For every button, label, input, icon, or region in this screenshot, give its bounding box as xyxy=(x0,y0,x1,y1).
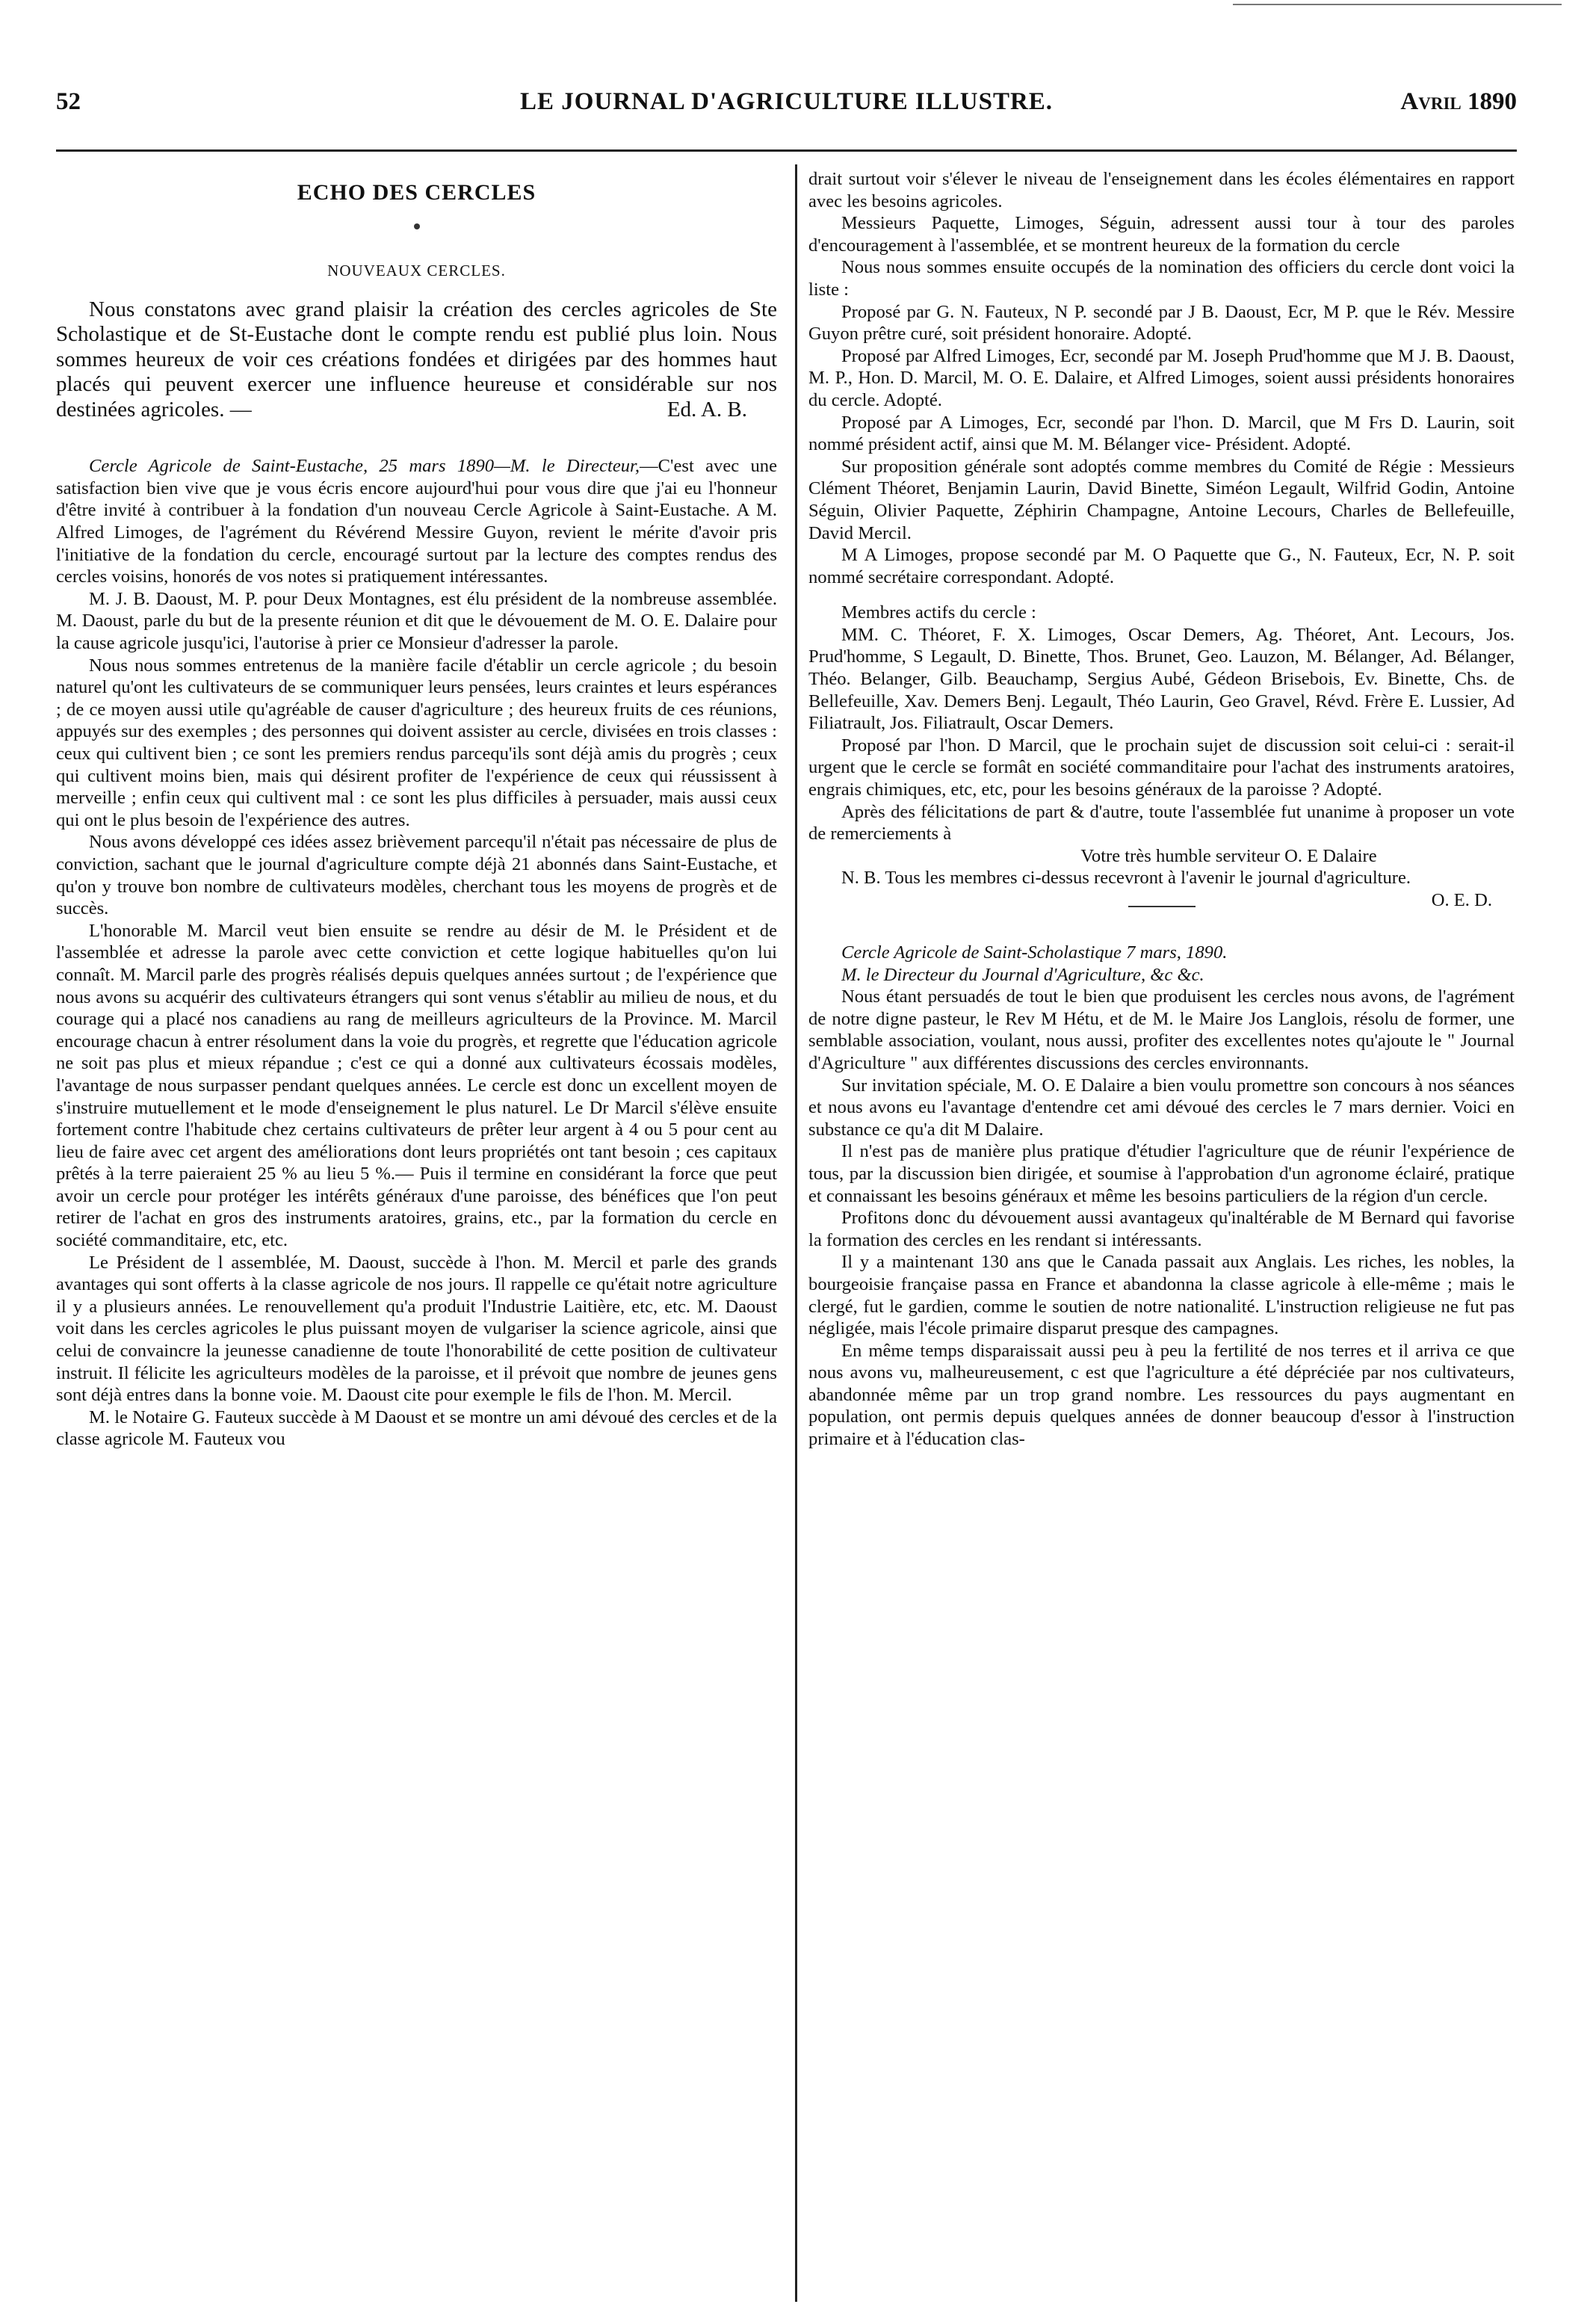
letter-heading: Cercle Agricole de Saint-Eustache, 25 mars 1890—M. le Directeur, xyxy=(89,456,640,477)
paragraph: M A Limoges, propose secondé par M. O Paquette que G., N. Fauteux, Ecr, N. P. soit nommé secrétaire correspondant. Adopté. xyxy=(808,545,1515,587)
paragraph: drait surtout voir s'élever le niveau de l'enseignement dans les écoles élémentaires en rapport avec les besoins agricoles. xyxy=(808,169,1515,211)
paragraph: Il n'est pas de manière plus pratique d'étudier l'agriculture que de réunir l'expérience de tous, par la discussion bien dirigée, et soumise à l'approbation d'un agronome éclairé, pratique et connaissant les besoins généraux et même les besoins particuliers de la région d'un cercle. xyxy=(808,1141,1515,1206)
paragraph: Il y a maintenant 130 ans que le Canada passait aux Anglais. Les riches, les nobles, la bourgeoisie française passa en France et abandonna la classe agricole à elle-même ; mais le clergé, fut le gardien, comme le soutien de notre nationalité. L'instruction religieuse ne fut pas négligée, mais l'école primaire disparut presque des campagnes. xyxy=(808,1252,1515,1339)
section-title: ECHO DES CERCLES xyxy=(297,180,536,205)
paragraph: Le Président de l assemblée, M. Daoust, succède à l'hon. M. Mercil et parle des grands avantages qui sont offerts à la classe agricole de nos jours. Il rappelle ce qu'était notre agriculture il y a plusieurs années. Le renouvellement qu'a produit l'Industrie Laitière, etc, etc. M. Daoust voit dans les cercles agricoles le plus puissant moyen de vulgariser la science agricole, ainsi que celui de convaincre la jeunesse canadienne de toute l'honorabilité de cette position de cultivateur instruit. Il félicite les agriculteurs modèles de la paroisse, et il prévoit que nombre de jeunes gens sont déjà entres dans la bonne voie. M. Daoust cite pour exemple le fils de l'hon. M. Mercil. xyxy=(56,1252,777,1406)
left-column xyxy=(56,168,777,1451)
paragraph: M. J. B. Daoust, M. P. pour Deux Montagnes, est élu président de la nombreuse assemblée. M. Daoust, parle du but de la presente réunion et dit que le dévouement de M. O. E. Dalaire pour la cause agricole jusqu'ici, l'autorise à prier ce Monsieur d'adresser la parole. xyxy=(56,588,777,654)
members-list: MM. C. Théoret, F. X. Limoges, Oscar Demers, Ag. Théoret, Ant. Lecours, Jos. Prud'homme, S Legault, D. Binette, Thos. Brunet, Geo. Lauzon, M. Bélanger, Ad. Bélanger, Théo. Belanger, Gilb. Beauchamp, Sergius Aubé, Gédeon Brisebois, Ev. Binette, Chs. de Bellefeuille, Xav. Demers Benj. Legault, Théo Laurin, Geo Gravel, Révd. Frère E. Lussier, Ad Filiatrault, Jos. Filiatrault, Oscar Demers. xyxy=(808,624,1515,734)
letter-body: —C'est avec une satisfaction bien vive que je vous écris encore aujourd'hui pour vous dire que j'ai eu l'honneur d'être invité à contribuer à la fondation d'un nouveau Cercle Agricole à Saint-Eustache. A M. Alfred Limoges, de l'agrément du Révérend Messire Guyon, revient le mérite d'avoir pris l'initiative de la fondation du cercle, encouragé surtout par la lecture des comptes rendus des cercles voisins, honorés de vos notes si pratiquement intéressantes. xyxy=(56,456,777,587)
paragraph: Proposé par G. N. Fauteux, N P. secondé par J B. Daoust, Ecr, M P. que le Rév. Messire Guyon prêtre curé, soit président honoraire. Adopté. xyxy=(808,301,1515,345)
intro-text: Nous constatons avec grand plaisir la création des cercles agricoles de Ste Scholastique et de St-Eustache dont le compte rendu est publié plus loin. Nous sommes heureux de voir ces créations fondées et dirigées par des hommes haut placés qui peuvent exercer une influence heureuse et considérable sur nos destinées agricoles. — xyxy=(56,297,777,422)
nb-text: N. B. Tous les membres ci-dessus recevront à l'avenir le journal d'agriculture. xyxy=(841,868,1411,889)
paragraph: L'honorable M. Marcil veut bien ensuite se rendre au désir de M. le Président et de l'assemblée et adresse la parole avec cette conviction et cette logique habituelles qu'on lui connaît. M. Marcil parle des progrès réalisés depuis quelques années surtout ; de l'expérience que nous avons su acquérir des cultivateurs étrangers qui sont venus s'établir au milieu de nous, et du courage qui a placé nos canadiens au rang de meilleurs agriculteurs de la Province. M. Marcil encourage chacun à entrer résolument dans la voie du progrès, et regrette que l'éducation agricole ne soit pas plus et mieux répandue ; c'est ce qui a donné aux cultivateurs écossais modèles, l'avantage de nous surpasser pendant quelques années. Le cercle est donc un excellent moyen de s'instruire mutuellement et le mode d'enseignement le plus naturel. Le Dr Marcil s'élève ensuite fortement contre l'habitude chez certains cultivateurs de prêter leur argent à 4 ou 5 pour cent au lieu de faire avec cet argent des améliorations dont leurs propriétés ont tant besoin ; ces capitaux prêtés à la terre paieraient 25 % au lieu 5 %.— Puis il termine en considérant la force que peut avoir un cercle pour protéger les intérêts généraux d'une paroisse, des bénéfices que l'on peut retirer de l'achat en gros des instruments aratoires, grains, etc., par la formation du cercle en société commanditaire, etc, etc. xyxy=(56,920,777,1251)
page-header xyxy=(56,88,1517,133)
paragraph: Messieurs Paquette, Limoges, Séguin, adressent aussi tour à tour des paroles d'encouragement à l'assemblée, et se montrent heureux de la formation du cercle xyxy=(808,213,1515,256)
paragraph: Nous avons développé ces idées assez brièvement parcequ'il n'était pas nécessaire de plus de conviction, sachant que le journal d'agriculture compte déjà 21 abonnés dans Saint-Eustache, et qu'on y trouve bon nombre de cultivateurs modèles, cherchant tous les moyens de progrès et de succès. xyxy=(56,832,777,919)
ornament xyxy=(56,213,777,235)
separator-rule xyxy=(1128,906,1196,907)
paragraph: Proposé par A Limoges, Ecr, secondé par l'hon. D. Marcil, que M Frs D. Laurin, soit nommé président actif, ainsi que M. M. Bélanger vice- Président. Adopté. xyxy=(808,412,1515,455)
bullet-icon xyxy=(414,223,420,229)
signoff: Votre très humble serviteur O. E Dalaire xyxy=(1080,845,1377,866)
paragraph: En même temps disparaissait aussi peu à peu la fertilité de nos terres et il arriva ce que nous avons vu, malheureusement, c est que l'agriculture a été dépréciée par nos cultivateurs, abandonnée même par un trop grand nombre. Les ressources du pays augmentant en population, ont permis depuis quelques années de donner beaucoup d'essor à l'instruction primaire et à l'éducation clas- xyxy=(808,1340,1515,1450)
letter2-salutation: M. le Directeur du Journal d'Agriculture, &c &c. xyxy=(841,964,1204,985)
top-edge-rule xyxy=(1233,4,1562,5)
paragraph: Sur proposition générale sont adoptés comme membres du Comité de Régie : Messieurs Clément Théoret, Benjamin Laurin, David Binette, Siméon Legault, Wilfrid Godin, Antoine Séguin, Olivier Paquette, Zéphirin Champagne, Antoine Lecours, Charles de Bellefeuille, David Mercil. xyxy=(808,456,1515,543)
journal-title: LE JOURNAL D'AGRICULTURE ILLUSTRE. xyxy=(519,88,1054,115)
paragraph: Après des félicitations de part & d'autre, toute l'assemblée fut unanime à proposer un vote de remerciements à xyxy=(808,801,1515,844)
issue-date: Avril 1890 xyxy=(1400,88,1517,115)
header-rule xyxy=(56,149,1517,152)
paragraph: M. le Notaire G. Fauteux succède à M Daoust et se montre un ami dévoué des cercles et de la classe agricole M. Fauteux vou xyxy=(56,1406,777,1450)
nb-paragraph xyxy=(808,867,1515,910)
section-subtitle: NOUVEAUX CERCLES. xyxy=(327,262,506,280)
paragraph: Nous nous sommes ensuite occupés de la nomination des officiers du cercle dont voici la liste : xyxy=(808,257,1515,300)
intro-signature: Ed. A. B. xyxy=(666,397,747,422)
nb-signature: O. E. D. xyxy=(1431,890,1492,910)
paragraph: Sur invitation spéciale, M. O. E Dalaire a bien voulu promettre son concours à nos séances et nous avons eu l'avantage d'entendre cet ami dévoué des cercles le 7 mars dernier. Voici en substance ce qu'a dit M Dalaire. xyxy=(808,1075,1515,1140)
paragraph: Profitons donc du dévouement aussi avantageux qu'inaltérable de M Bernard qui favorise la formation des cercles en les rendant si intéressants. xyxy=(808,1208,1515,1250)
letter-paragraph xyxy=(56,455,777,588)
intro-paragraph xyxy=(56,297,777,423)
page-number: 52 xyxy=(56,88,81,115)
paragraph: Proposé par l'hon. D Marcil, que le prochain sujet de discussion soit celui-ci : serait-il urgent que le cercle se formât en société commanditaire pour l'achat des instruments aratoires, engrais chimiques, etc, etc, pour les besoins généraux de la paroisse ? Adopté. xyxy=(808,735,1515,800)
right-column xyxy=(808,168,1515,1451)
members-heading: Membres actifs du cercle : xyxy=(841,602,1036,623)
paragraph: Nous nous sommes entretenus de la manière facile d'établir un cercle agricole ; du besoin naturel qu'ont les cultivateurs de se communiquer leurs pensées, leurs craintes et leurs espérances ; de ce moyen aussi utile qu'agréable de causer d'agriculture ; des heureux fruits de ces réunions, appuyés sur des exemples ; des personnes qui doivent assister au cercle, divisées en trois classes : ceux qui cultivent bien ; ce sont les premiers rendus parcequ'ils sont déjà amis du progrès ; ceux qui cultivent moins bien, mais qui désirent profiter de l'expérience de ceux qui réussissent à merveille ; enfin ceux qui cultivent mal : ce sont les plus difficiles à persuader, mais aussi ceux qui ont le plus besoin de l'expérience des autres. xyxy=(56,655,777,830)
paragraph: Proposé par Alfred Limoges, Ecr, secondé par M. Joseph Prud'homme que M J. B. Daoust, M. P., Hon. D. Marcil, M. O. E. Dalaire, et Alfred Limoges, soient aussi présidents honoraires du cercle. Adopté. xyxy=(808,345,1515,410)
paragraph: Nous étant persuadés de tout le bien que produisent les cercles nous avons, de l'agrément de notre digne pasteur, le Rev M Hétu, et de M. le Maire Jos Langlois, résolu de former, une semblable association, voulant, nous aussi, profiter des excellentes notes qu'ajoute le " Journal d'Agriculture " aux différentes discussions des cercles environnants. xyxy=(808,986,1515,1073)
letter2-heading: Cercle Agricole de Saint-Scholastique 7 mars, 1890. xyxy=(841,942,1228,963)
column-divider xyxy=(795,164,797,2302)
